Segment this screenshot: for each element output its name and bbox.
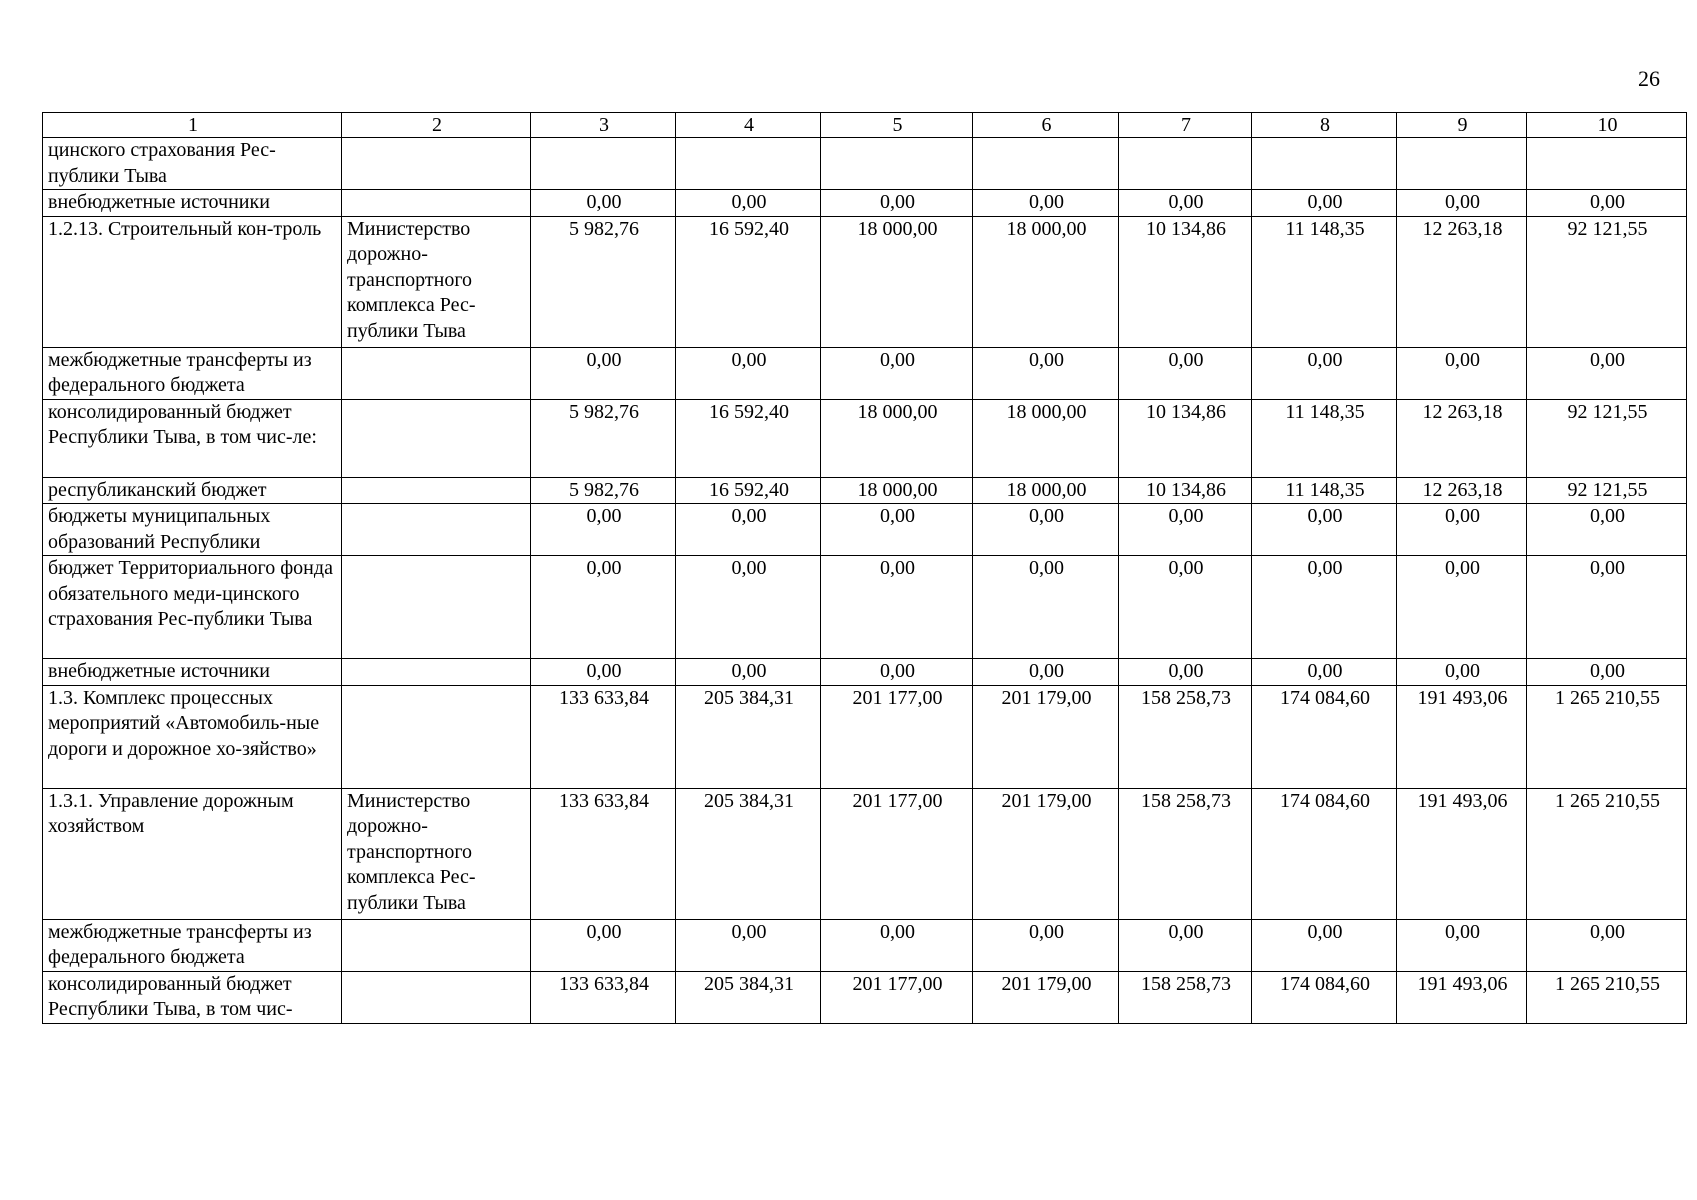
responsible-cell: [342, 477, 531, 504]
column-number-cell: 7: [1119, 113, 1252, 138]
value-cell: 0,00: [973, 659, 1119, 686]
value-cell: 0,00: [531, 347, 676, 399]
row-label-cell: межбюджетные трансферты из федерального бюджета: [43, 919, 342, 971]
table-row: [43, 138, 1687, 190]
value-cell: 0,00: [1252, 347, 1397, 399]
column-number-cell: 8: [1252, 113, 1397, 138]
value-cell: 0,00: [973, 190, 1119, 217]
value-cell: 1 265 210,55: [1527, 971, 1687, 1023]
value-cell: 0,00: [531, 190, 676, 217]
value-cell: 0,00: [676, 190, 821, 217]
value-cell: [1397, 138, 1527, 190]
value-cell: 16 592,40: [676, 477, 821, 504]
value-cell: 0,00: [676, 659, 821, 686]
row-label-cell: 1.3.1. Управление дорожным хозяйством: [43, 788, 342, 919]
value-cell: 10 134,86: [1119, 216, 1252, 347]
value-cell: 0,00: [1252, 659, 1397, 686]
value-cell: 0,00: [531, 556, 676, 659]
value-cell: [676, 138, 821, 190]
table-row: [43, 399, 1687, 477]
value-cell: 92 121,55: [1527, 216, 1687, 347]
value-cell: 158 258,73: [1119, 685, 1252, 788]
value-cell: 133 633,84: [531, 971, 676, 1023]
responsible-cell: [342, 556, 531, 659]
responsible-cell: [342, 971, 531, 1023]
value-cell: 0,00: [1397, 556, 1527, 659]
value-cell: 0,00: [1119, 347, 1252, 399]
column-number-cell: 1: [43, 113, 342, 138]
value-cell: 0,00: [1252, 556, 1397, 659]
value-cell: 201 179,00: [973, 971, 1119, 1023]
row-label-cell: консолидированный бюджет Республики Тыва, в том чис-: [43, 971, 342, 1023]
value-cell: 174 084,60: [1252, 788, 1397, 919]
value-cell: 18 000,00: [821, 216, 973, 347]
table-row: [43, 504, 1687, 556]
value-cell: 0,00: [821, 504, 973, 556]
value-cell: 12 263,18: [1397, 216, 1527, 347]
table-row: [43, 919, 1687, 971]
value-cell: 5 982,76: [531, 399, 676, 477]
table-row: [43, 659, 1687, 686]
value-cell: 0,00: [531, 659, 676, 686]
row-label-cell: цинского страхования Рес-публики Тыва: [43, 138, 342, 190]
table-row: [43, 556, 1687, 659]
value-cell: 10 134,86: [1119, 477, 1252, 504]
value-cell: 0,00: [676, 556, 821, 659]
value-cell: 201 179,00: [973, 685, 1119, 788]
table-row: [43, 788, 1687, 919]
column-number-cell: 6: [973, 113, 1119, 138]
value-cell: 0,00: [531, 504, 676, 556]
value-cell: 0,00: [1397, 659, 1527, 686]
value-cell: 0,00: [1397, 919, 1527, 971]
value-cell: [821, 138, 973, 190]
budget-table: [42, 112, 1687, 1024]
row-label-cell: межбюджетные трансферты из федерального бюджета: [43, 347, 342, 399]
table-row: [43, 216, 1687, 347]
responsible-cell: [342, 347, 531, 399]
value-cell: 0,00: [821, 659, 973, 686]
row-label-cell: бюджет Территориального фонда обязательного меди-цинского страхования Рес-публики Тыва: [43, 556, 342, 659]
row-label-cell: 1.2.13. Строительный кон-троль: [43, 216, 342, 347]
column-number-cell: 10: [1527, 113, 1687, 138]
value-cell: 0,00: [1527, 659, 1687, 686]
value-cell: 133 633,84: [531, 685, 676, 788]
value-cell: 92 121,55: [1527, 477, 1687, 504]
responsible-cell: Министерство дорожно-транспортного комплекса Рес-публики Тыва: [342, 216, 531, 347]
value-cell: [1119, 138, 1252, 190]
value-cell: 205 384,31: [676, 971, 821, 1023]
value-cell: 0,00: [1527, 556, 1687, 659]
page-number: 26: [1638, 66, 1660, 91]
value-cell: 0,00: [1527, 190, 1687, 217]
value-cell: 0,00: [531, 919, 676, 971]
value-cell: [531, 138, 676, 190]
value-cell: 18 000,00: [821, 477, 973, 504]
value-cell: 10 134,86: [1119, 399, 1252, 477]
responsible-cell: [342, 685, 531, 788]
value-cell: 5 982,76: [531, 477, 676, 504]
value-cell: 11 148,35: [1252, 399, 1397, 477]
row-label-cell: 1.3. Комплекс процессных мероприятий «Автомобиль-ные дороги и дорожное хо-зяйство»: [43, 685, 342, 788]
value-cell: 191 493,06: [1397, 685, 1527, 788]
value-cell: 0,00: [973, 556, 1119, 659]
value-cell: 133 633,84: [531, 788, 676, 919]
value-cell: 5 982,76: [531, 216, 676, 347]
column-number-cell: 5: [821, 113, 973, 138]
value-cell: 201 177,00: [821, 788, 973, 919]
column-number-cell: 4: [676, 113, 821, 138]
value-cell: 174 084,60: [1252, 971, 1397, 1023]
responsible-cell: [342, 919, 531, 971]
row-label-cell: внебюджетные источники: [43, 659, 342, 686]
value-cell: 205 384,31: [676, 685, 821, 788]
value-cell: 0,00: [1119, 504, 1252, 556]
value-cell: [1527, 138, 1687, 190]
value-cell: 12 263,18: [1397, 399, 1527, 477]
value-cell: 0,00: [1252, 504, 1397, 556]
value-cell: 201 179,00: [973, 788, 1119, 919]
responsible-cell: [342, 399, 531, 477]
value-cell: [973, 138, 1119, 190]
value-cell: 0,00: [1252, 919, 1397, 971]
column-number-cell: 3: [531, 113, 676, 138]
value-cell: 0,00: [821, 190, 973, 217]
value-cell: 0,00: [1527, 504, 1687, 556]
table-row: [43, 971, 1687, 1023]
table-row: [43, 477, 1687, 504]
row-label-cell: республиканский бюджет: [43, 477, 342, 504]
value-cell: 16 592,40: [676, 216, 821, 347]
table-row: [43, 347, 1687, 399]
table-row: [43, 685, 1687, 788]
responsible-cell: Министерство дорожно-транспортного комплекса Рес-публики Тыва: [342, 788, 531, 919]
value-cell: 0,00: [973, 919, 1119, 971]
column-number-row: [43, 113, 1687, 138]
value-cell: 0,00: [676, 504, 821, 556]
value-cell: 174 084,60: [1252, 685, 1397, 788]
row-label-cell: внебюджетные источники: [43, 190, 342, 217]
value-cell: 18 000,00: [973, 399, 1119, 477]
value-cell: 11 148,35: [1252, 216, 1397, 347]
table-row: [43, 190, 1687, 217]
value-cell: 1 265 210,55: [1527, 788, 1687, 919]
responsible-cell: [342, 138, 531, 190]
value-cell: 0,00: [676, 919, 821, 971]
value-cell: 158 258,73: [1119, 971, 1252, 1023]
value-cell: 0,00: [1527, 919, 1687, 971]
row-label-cell: консолидированный бюджет Республики Тыва, в том чис-ле:: [43, 399, 342, 477]
value-cell: 0,00: [1397, 190, 1527, 217]
value-cell: 191 493,06: [1397, 788, 1527, 919]
value-cell: 0,00: [1119, 659, 1252, 686]
value-cell: 0,00: [1119, 556, 1252, 659]
value-cell: 0,00: [973, 347, 1119, 399]
column-number-cell: 9: [1397, 113, 1527, 138]
value-cell: 0,00: [676, 347, 821, 399]
value-cell: 0,00: [973, 504, 1119, 556]
responsible-cell: [342, 659, 531, 686]
value-cell: 12 263,18: [1397, 477, 1527, 504]
value-cell: 11 148,35: [1252, 477, 1397, 504]
value-cell: 1 265 210,55: [1527, 685, 1687, 788]
value-cell: 18 000,00: [973, 216, 1119, 347]
responsible-cell: [342, 504, 531, 556]
value-cell: 0,00: [1397, 347, 1527, 399]
value-cell: 18 000,00: [973, 477, 1119, 504]
value-cell: 18 000,00: [821, 399, 973, 477]
value-cell: 191 493,06: [1397, 971, 1527, 1023]
value-cell: 0,00: [1397, 504, 1527, 556]
value-cell: 0,00: [1252, 190, 1397, 217]
row-label-cell: бюджеты муниципальных образований Республики: [43, 504, 342, 556]
value-cell: 0,00: [821, 919, 973, 971]
value-cell: [1252, 138, 1397, 190]
value-cell: 158 258,73: [1119, 788, 1252, 919]
column-number-cell: 2: [342, 113, 531, 138]
value-cell: 201 177,00: [821, 971, 973, 1023]
value-cell: 201 177,00: [821, 685, 973, 788]
value-cell: 92 121,55: [1527, 399, 1687, 477]
value-cell: 0,00: [1119, 919, 1252, 971]
value-cell: 0,00: [1119, 190, 1252, 217]
value-cell: 0,00: [1527, 347, 1687, 399]
value-cell: 0,00: [821, 347, 973, 399]
value-cell: 16 592,40: [676, 399, 821, 477]
responsible-cell: [342, 190, 531, 217]
value-cell: 0,00: [821, 556, 973, 659]
value-cell: 205 384,31: [676, 788, 821, 919]
